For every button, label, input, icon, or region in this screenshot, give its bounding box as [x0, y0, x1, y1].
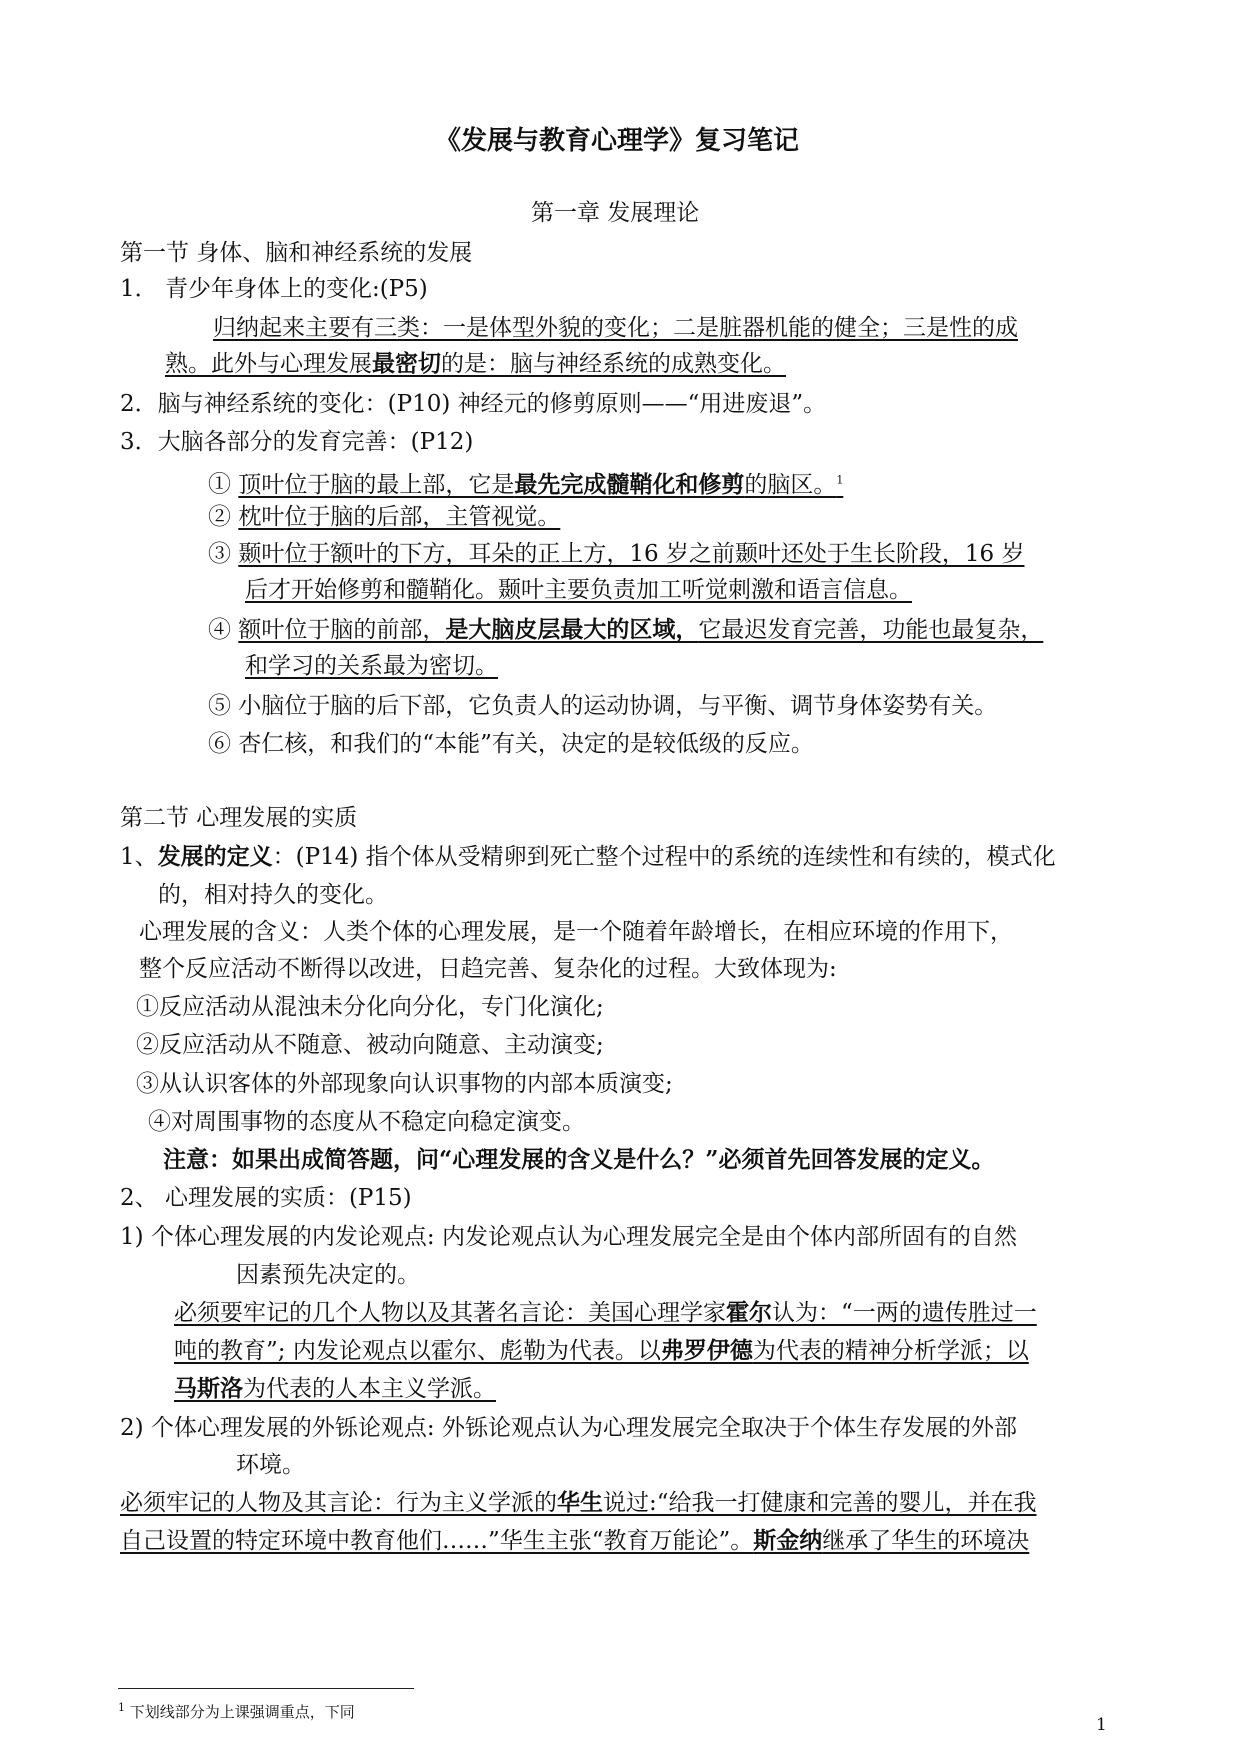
- list-item: ⑤ 小脑位于脑的后下部，它负责人的运动协调，与平衡、调节身体姿势有关。: [208, 693, 998, 719]
- list-item: ②反应活动从不随意、被动向随意、主动演变;: [136, 1032, 604, 1058]
- note-text: 注意：如果出成简答题，问“心理发展的含义是什么？”必须首先回答发展的定义。: [163, 1146, 995, 1173]
- section-heading-2: 第二节 心理发展的实质: [120, 805, 358, 831]
- paragraph-text: 的，相对持久的变化。: [158, 882, 388, 908]
- list-item-continuation: 和学习的关系最为密切。: [245, 653, 498, 679]
- paragraph-text: 环境。: [236, 1452, 305, 1478]
- paragraph-text: 心理发展的含义：人类个体的心理发展，是一个随着年龄增长，在相应环境的作用下，: [139, 919, 1013, 945]
- chapter-heading: 第一章 发展理论: [531, 200, 700, 226]
- paragraph-text: 1、发展的定义：(P14) 指个体从受精卵到死亡整个过程中的系统的连续性和有续的，模式化: [120, 843, 1056, 870]
- paragraph-label: 2．脑与神经系统的变化：(P10) 神经元的修剪原则——“用进废退”。: [120, 391, 827, 417]
- paragraph-text: 2) 个体心理发展的外铄论观点: 外铄论观点认为心理发展完全取决于个体生存发展的外部: [120, 1415, 1017, 1441]
- paragraph-text: 1) 个体心理发展的内发论观点: 内发论观点认为心理发展完全是由个体内部所固有的自然: [120, 1224, 1017, 1250]
- paragraph-label: 3．大脑各部分的发育完善：(P12): [120, 429, 474, 455]
- list-item: ③从认识客体的外部现象向认识事物的内部本质演变;: [136, 1071, 673, 1097]
- list-item: ③ 颞叶位于额叶的下方，耳朵的正上方，16 岁之前颞叶还处于生长阶段，16 岁: [208, 541, 1025, 567]
- paragraph-text: 整个反应活动不断得以改进，日趋完善、复杂化的过程。大致体现为:: [139, 956, 837, 982]
- paragraph-text: 因素预先决定的。: [236, 1262, 420, 1288]
- paragraph-text: 自己设置的特定环境中教育他们……”华生主张“教育万能论”。斯金纳继承了华生的环境决: [120, 1527, 1030, 1554]
- paragraph-text: 吨的教育”; 内发论观点以霍尔、彪勒为代表。以弗罗伊德为代表的精神分析学派；以: [174, 1337, 1029, 1364]
- list-item: ⑥ 杏仁核，和我们的“本能”有关，决定的是较低级的反应。: [208, 731, 814, 757]
- list-item: ② 枕叶位于脑的后部，主管视觉。: [208, 504, 561, 530]
- paragraph-text: 必须牢记的人物及其言论：行为主义学派的华生说过:“给我一打健康和完善的婴儿，并在我: [120, 1489, 1037, 1516]
- document-title: 《发展与教育心理学》复习笔记: [435, 126, 800, 156]
- list-item: ①反应活动从混浊未分化向分化，专门化演化;: [136, 994, 604, 1020]
- footnote-ref: 1: [836, 473, 844, 486]
- list-item: ④ 额叶位于脑的前部，是大脑皮层最大的区域，它最迟发育完善，功能也最复杂，: [208, 616, 1044, 643]
- footnote-divider: [118, 1688, 414, 1689]
- paragraph-label: 1． 青少年身体上的变化:(P5): [120, 276, 428, 302]
- list-item-continuation: 后才开始修剪和髓鞘化。颞叶主要负责加工听觉刺激和语言信息。: [245, 577, 912, 603]
- paragraph-label: 2、 心理发展的实质：(P15): [120, 1185, 412, 1211]
- paragraph-text: 马斯洛为代表的人本主义学派。: [174, 1375, 496, 1402]
- page-number: 1: [1096, 1715, 1107, 1735]
- footnote: $^1$ 下划线部分为上课强调重点，下同: [118, 1701, 355, 1721]
- list-item: ① 顶叶位于脑的最上部，它是最先完成髓鞘化和修剪的脑区。$^1$: [208, 470, 844, 498]
- paragraph-text: 归纳起来主要有三类：一是体型外貌的变化；二是脏器机能的健全；三是性的成: [213, 315, 1018, 341]
- paragraph-text: 熟。此外与心理发展最密切的是：脑与神经系统的成熟变化。: [165, 350, 786, 377]
- section-heading-1: 第一节 身体、脑和神经系统的发展: [120, 240, 473, 266]
- paragraph-text: 必须要牢记的几个人物以及其著名言论：美国心理学家霍尔认为：“一两的遗传胜过一: [174, 1299, 1037, 1326]
- list-item: ④对周围事物的态度从不稳定向稳定演变。: [148, 1109, 585, 1135]
